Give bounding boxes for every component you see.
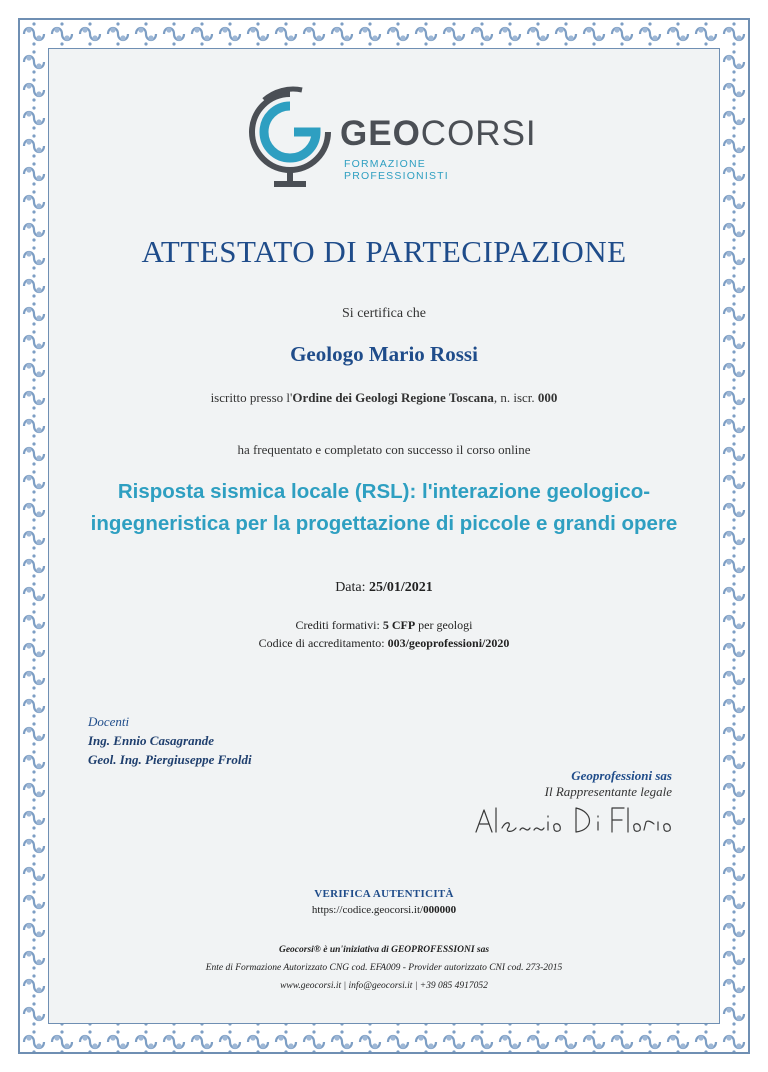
certificate-title: ATTESTATO DI PARTECIPAZIONE [141, 234, 627, 269]
footer-contacts: www.geocorsi.it | info@geocorsi.it | +39 085 4917052 [280, 981, 488, 991]
teachers-block [88, 712, 252, 769]
footer-initiative: Geocorsi® è un'iniziativa di GEOPROFESSIONI sas [278, 945, 490, 955]
teacher-name: Geol. Ing. Piergiuseppe Froldi [88, 752, 252, 767]
credits-line [48, 616, 720, 634]
verification-code: 000000 [423, 904, 457, 916]
company-name: Geoprofessioni sas [571, 768, 672, 783]
footer-block [48, 941, 720, 995]
credits-value: 5 CFP [382, 618, 416, 632]
geocorsi-logo [244, 86, 537, 196]
handwritten-signature [472, 800, 682, 840]
logo-brand-corsi: CORSI [420, 114, 537, 153]
course-title: Risposta sismica locale (RSL): l'interazione geologico-ingegneristica per la progettazione di piccole e grandi opere [90, 480, 678, 535]
teacher-name: Ing. Ennio Casagrande [88, 733, 215, 748]
credits-label: Crediti formativi: [295, 618, 383, 632]
registration-order: Ordine dei Geologi Regione Toscana [292, 390, 494, 405]
accreditation-line [48, 634, 720, 652]
certify-text: Si certifica che [342, 306, 426, 321]
credits-block [48, 616, 720, 652]
company-block [545, 768, 672, 800]
registration-prefix: iscritto presso l' [210, 390, 293, 405]
company-role: Il Rappresentante legale [544, 784, 672, 799]
certificate-content [48, 48, 720, 1024]
teachers-label: Docenti [88, 714, 130, 729]
globe-g-icon [244, 86, 336, 196]
registration-line [48, 390, 720, 406]
accreditation-code: 003/geoprofessioni/2020 [387, 636, 510, 650]
date-label: Data: [335, 580, 370, 595]
recipient-name: Geologo Mario Rossi [290, 342, 478, 366]
logo-subtitle: FORMAZIONE PROFESSIONISTI [344, 158, 449, 182]
verification-link[interactable] [48, 902, 720, 918]
credits-suffix: per geologi [415, 618, 473, 632]
attended-text: ha frequentato e completato con successo il corso online [237, 442, 531, 457]
verification-url[interactable]: https://codice.geocorsi.it/ [311, 904, 424, 916]
registration-middle: , n. iscr. [493, 390, 538, 405]
footer-accreditation: Ente di Formazione Autorizzato CNG cod. EFA009 - Provider autorizzato CNI cod. 273-2015 [205, 963, 563, 973]
verification-title: VERIFICA AUTENTICITÀ [314, 888, 454, 900]
logo-brand-geo: GEO [340, 114, 421, 153]
verification-block [48, 886, 720, 918]
course-date [48, 580, 720, 596]
logo-brand-text [340, 114, 537, 154]
date-value: 25/01/2021 [369, 580, 433, 595]
registration-number: 000 [537, 390, 558, 405]
accreditation-label: Codice di accreditamento: [258, 636, 388, 650]
